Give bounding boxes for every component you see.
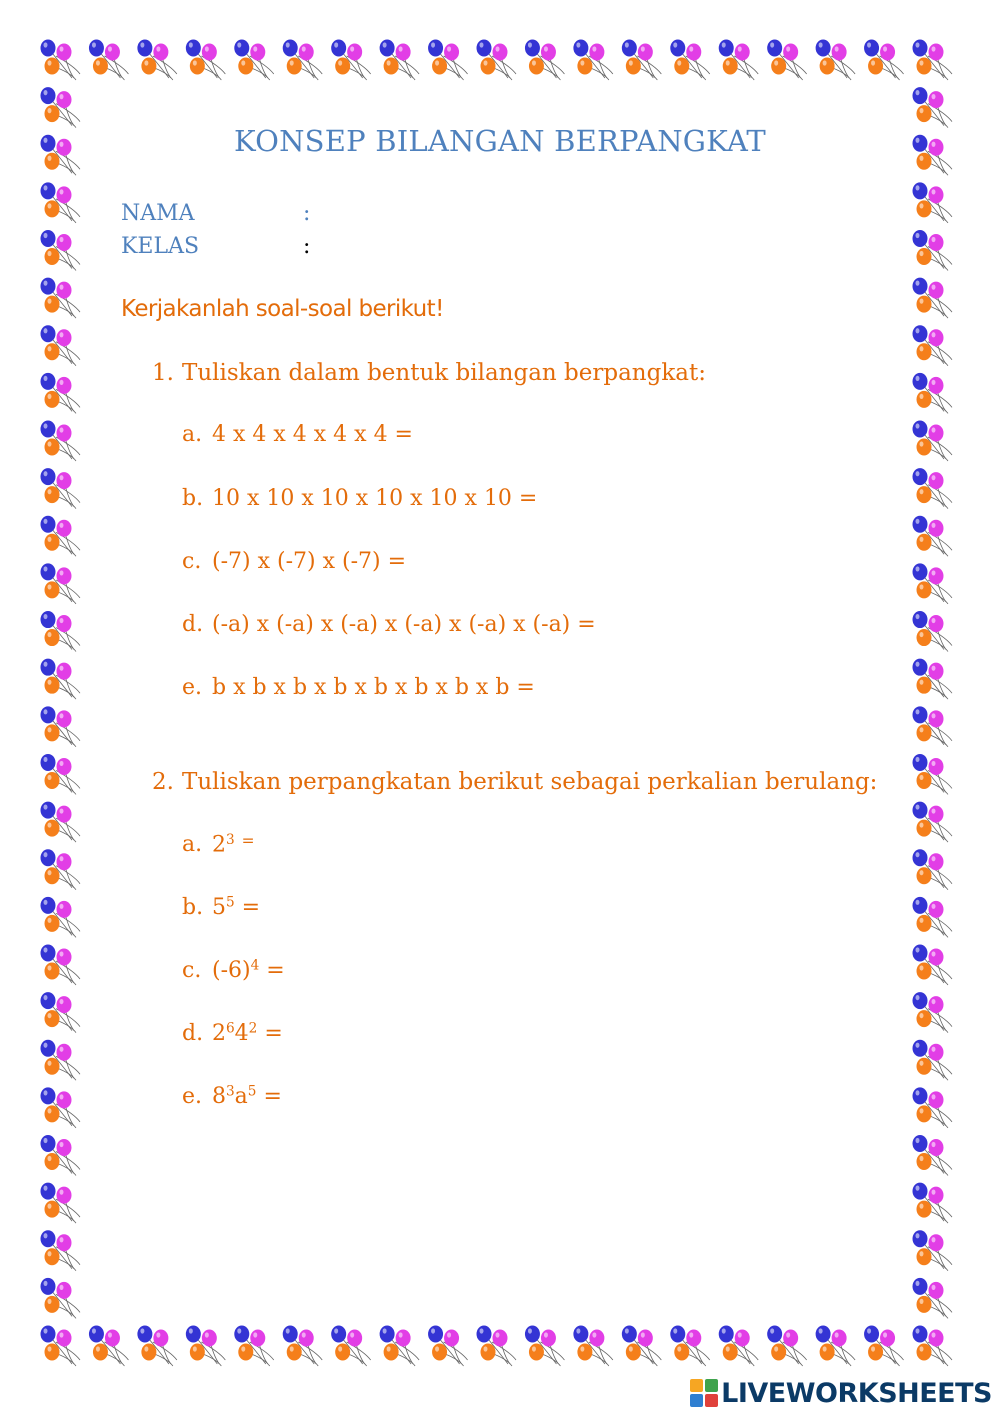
- item-text: (-a) x (-a) x (-a) x (-a) x (-a) x (-a) =: [212, 612, 596, 637]
- balloon-cluster: [331, 1326, 371, 1367]
- balloon-cluster: [137, 40, 177, 81]
- balloon-cluster: [428, 40, 468, 81]
- item-text: 4 x 4 x 4 x 4 x 4 =: [212, 422, 413, 447]
- balloon-cluster: [719, 1326, 759, 1367]
- q1-item-d: [182, 612, 596, 637]
- balloon-cluster: [41, 468, 81, 509]
- balloon-cluster: [234, 1326, 274, 1367]
- q1-item-a: [182, 422, 413, 447]
- balloon-cluster: [622, 1326, 662, 1367]
- balloon-cluster: [913, 230, 953, 271]
- item-exponent: 4: [250, 957, 260, 974]
- balloon-cluster: [913, 659, 953, 700]
- balloon-cluster: [283, 1326, 323, 1367]
- balloon-cluster: [913, 563, 953, 604]
- balloon-cluster: [913, 1040, 953, 1081]
- question-number: 2.: [152, 769, 174, 795]
- item-base: 5: [212, 895, 226, 920]
- balloon-cluster: [816, 40, 856, 81]
- balloon-cluster: [41, 944, 81, 985]
- balloon-cluster: [913, 40, 953, 81]
- q2-item-d: [182, 1021, 283, 1046]
- balloon-cluster: [913, 373, 953, 414]
- name-label: NAMA: [121, 201, 195, 226]
- balloon-cluster: [41, 897, 81, 938]
- balloon-cluster: [41, 1326, 81, 1367]
- item-equals: =: [241, 832, 255, 850]
- page-title: KONSEP BILANGAN BERPANGKAT: [234, 124, 766, 158]
- item-base: 4: [234, 1021, 249, 1046]
- balloon-cluster: [89, 1326, 129, 1367]
- balloon-cluster: [41, 802, 81, 843]
- q2-item-b: [182, 895, 260, 920]
- balloon-cluster: [41, 849, 81, 890]
- balloon-cluster: [380, 1326, 420, 1367]
- q2-item-a: [182, 832, 255, 857]
- question-2: [152, 769, 877, 795]
- item-equals: =: [266, 958, 285, 983]
- item-letter: a.: [182, 422, 203, 447]
- item-equals: =: [263, 1084, 282, 1109]
- balloon-cluster: [41, 992, 81, 1032]
- item-letter: d.: [182, 612, 204, 637]
- balloon-cluster: [41, 325, 81, 366]
- item-base: a: [234, 1084, 248, 1109]
- balloon-cluster: [670, 40, 710, 81]
- item-letter: b.: [182, 895, 204, 920]
- q2-item-e: [182, 1084, 282, 1109]
- item-letter: e.: [182, 675, 203, 700]
- balloon-cluster: [525, 1326, 565, 1367]
- balloon-cluster: [913, 1087, 953, 1128]
- item-exponent: 3: [226, 1083, 235, 1100]
- liveworksheets-icon: [689, 1378, 719, 1408]
- balloon-cluster: [41, 373, 81, 414]
- balloon-cluster: [913, 1230, 953, 1271]
- balloon-cluster: [913, 325, 953, 366]
- question-number: 1.: [152, 360, 174, 386]
- item-exponent: 5: [247, 1083, 257, 1100]
- balloon-cluster: [767, 1326, 807, 1367]
- balloon-cluster: [913, 1278, 953, 1319]
- balloon-cluster: [573, 1326, 613, 1367]
- balloon-cluster: [767, 40, 807, 81]
- balloon-cluster: [670, 1326, 710, 1367]
- balloon-cluster: [816, 1326, 856, 1367]
- balloon-cluster: [477, 40, 517, 81]
- item-exponent: 6: [226, 1020, 235, 1037]
- item-letter: e.: [182, 1084, 203, 1109]
- class-colon: :: [303, 234, 311, 259]
- balloon-cluster: [41, 1230, 81, 1271]
- item-letter: c.: [182, 958, 202, 983]
- item-equals: =: [264, 1021, 283, 1046]
- question-text: Tuliskan dalam bentuk bilangan berpangkat:: [182, 360, 706, 386]
- balloon-cluster: [864, 40, 904, 81]
- balloon-cluster: [41, 278, 81, 319]
- balloon-cluster: [41, 1040, 81, 1081]
- item-base: 2: [212, 832, 226, 858]
- balloon-cluster: [89, 40, 129, 81]
- balloon-cluster: [41, 421, 81, 462]
- balloon-cluster: [41, 706, 81, 747]
- item-text: b x b x b x b x b x b x b x b =: [212, 675, 535, 700]
- balloon-cluster: [41, 87, 81, 128]
- balloon-cluster: [41, 1087, 81, 1128]
- balloon-cluster: [913, 516, 953, 557]
- item-exponent: 5: [226, 894, 235, 911]
- balloon-cluster: [331, 40, 371, 81]
- balloon-cluster: [913, 87, 953, 128]
- balloon-cluster: [913, 278, 953, 319]
- balloon-cluster: [913, 754, 953, 795]
- item-equals: =: [241, 895, 261, 920]
- balloon-cluster: [719, 40, 759, 81]
- item-base: (-6): [212, 958, 251, 983]
- balloon-cluster: [525, 40, 565, 81]
- item-base: 2: [212, 1021, 226, 1046]
- balloon-cluster: [913, 802, 953, 843]
- balloon-cluster: [380, 40, 420, 81]
- balloon-cluster: [428, 1326, 468, 1367]
- balloon-cluster: [41, 659, 81, 700]
- item-exponent: 2: [248, 1020, 258, 1037]
- balloon-cluster: [283, 40, 323, 81]
- balloon-cluster: [41, 230, 81, 271]
- balloon-cluster: [913, 611, 953, 652]
- balloon-cluster: [913, 1183, 953, 1224]
- q1-item-b: [182, 486, 537, 511]
- balloon-cluster: [41, 1135, 81, 1176]
- balloon-cluster: [913, 897, 953, 938]
- balloon-cluster: [573, 40, 613, 81]
- q1-item-e: [182, 675, 535, 700]
- balloon-cluster: [913, 421, 953, 462]
- balloon-cluster: [41, 40, 81, 81]
- balloon-cluster: [477, 1326, 517, 1367]
- balloon-cluster: [41, 1183, 81, 1224]
- balloon-cluster: [913, 849, 953, 890]
- balloon-cluster: [41, 182, 81, 223]
- balloon-cluster: [622, 40, 662, 81]
- item-base: 8: [212, 1084, 226, 1109]
- balloon-cluster: [41, 611, 81, 652]
- balloon-cluster: [913, 1135, 953, 1176]
- balloon-cluster: [913, 468, 953, 509]
- balloon-cluster: [186, 1326, 226, 1367]
- balloon-cluster: [913, 992, 953, 1032]
- q2-item-c: [182, 958, 285, 983]
- balloon-cluster: [913, 706, 953, 747]
- balloon-cluster: [913, 944, 953, 985]
- item-letter: b.: [182, 486, 204, 511]
- balloon-cluster: [41, 1278, 81, 1319]
- balloon-cluster: [234, 40, 274, 81]
- balloon-cluster: [41, 516, 81, 557]
- item-letter: a.: [182, 832, 203, 858]
- item-letter: d.: [182, 1021, 204, 1046]
- item-text: 10 x 10 x 10 x 10 x 10 x 10 =: [212, 486, 538, 511]
- balloon-cluster: [41, 754, 81, 795]
- liveworksheets-text: LIVEWORKSHEETS: [721, 1377, 992, 1409]
- balloon-cluster: [41, 563, 81, 604]
- balloon-cluster: [864, 1326, 904, 1367]
- balloon-cluster: [913, 1326, 953, 1367]
- question-1: [152, 360, 706, 386]
- item-letter: c.: [182, 549, 202, 574]
- balloon-cluster: [137, 1326, 177, 1367]
- liveworksheets-logo[interactable]: [689, 1376, 992, 1410]
- instruction-text: Kerjakanlah soal-soal berikut!: [121, 296, 444, 322]
- name-colon: :: [303, 201, 311, 226]
- balloon-cluster: [913, 182, 953, 223]
- item-text: (-7) x (-7) x (-7) =: [212, 549, 407, 574]
- balloon-cluster: [186, 40, 226, 81]
- question-text: Tuliskan perpangkatan berikut sebagai perkalian berulang:: [182, 769, 878, 795]
- class-label: KELAS: [121, 234, 200, 259]
- q1-item-c: [182, 549, 406, 574]
- item-exponent: 3: [226, 831, 235, 848]
